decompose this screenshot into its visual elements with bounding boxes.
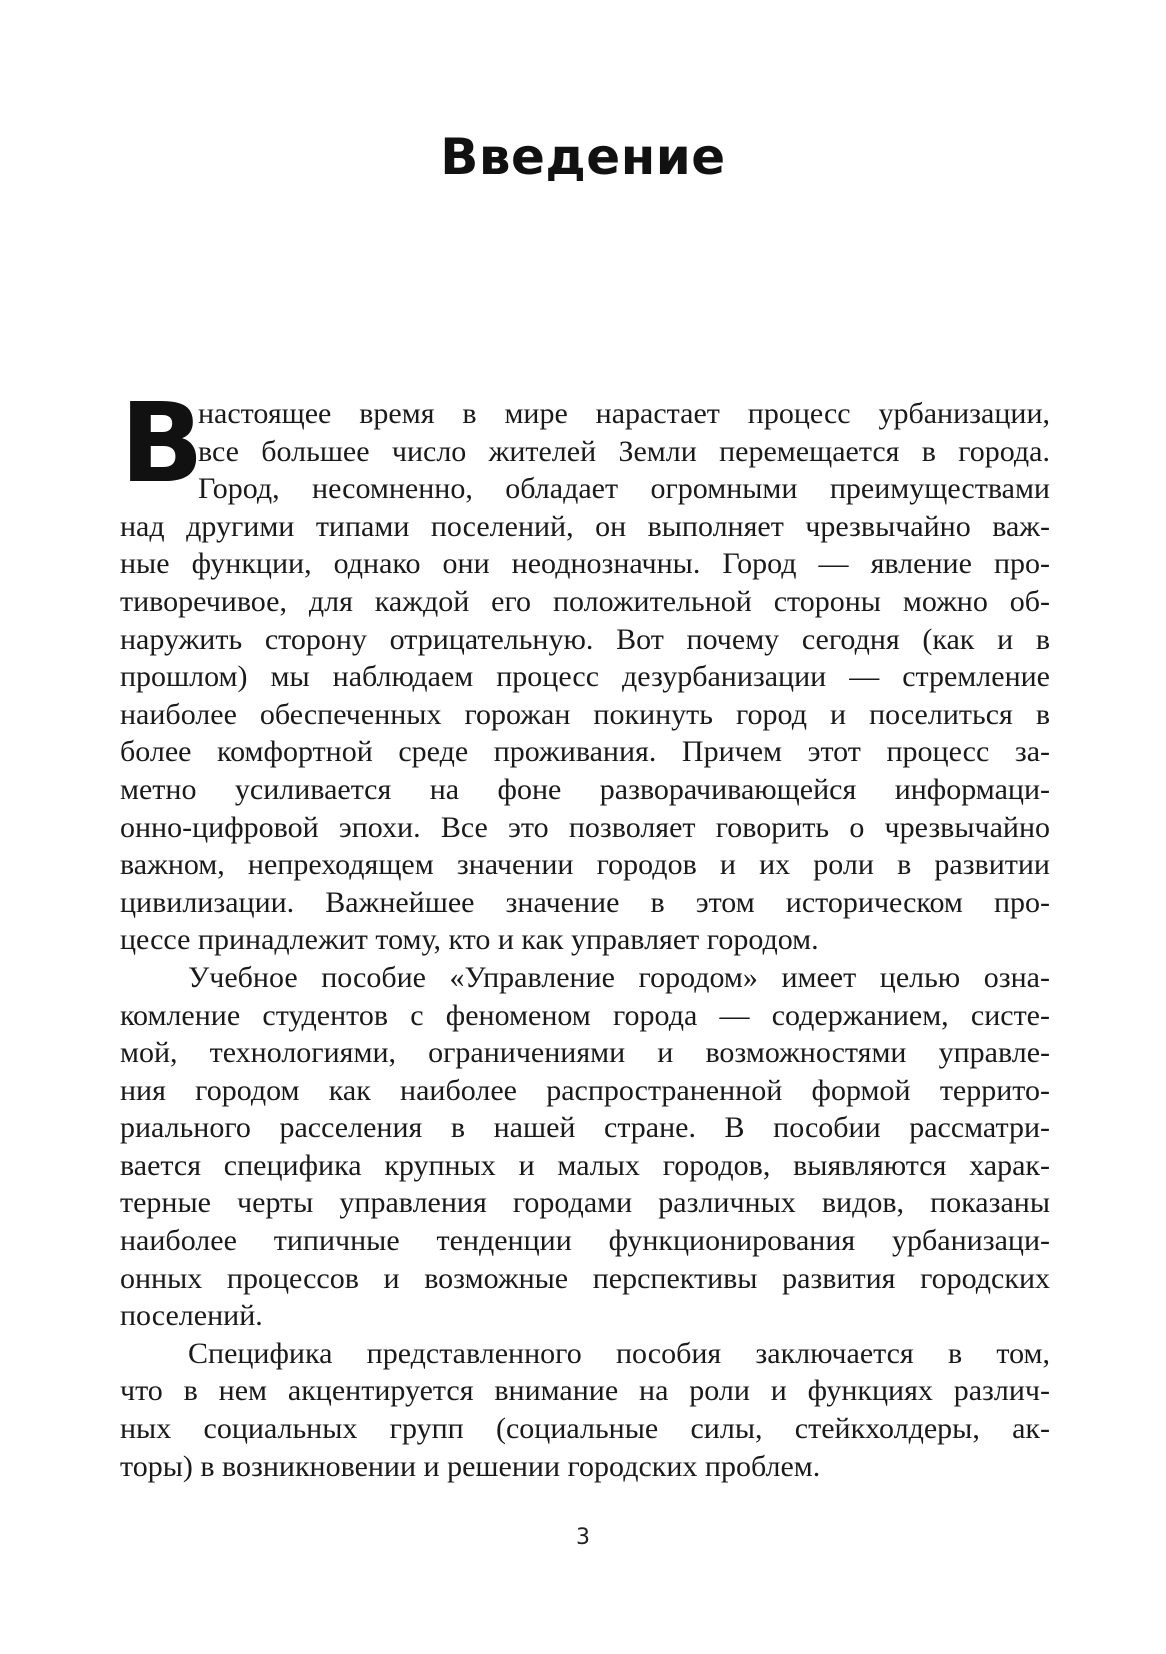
text-line: важном, непреходящем значении городов и их роли в развитии [120, 848, 1050, 882]
text-line: торы) в возникновении и решении городских проблем. [120, 1449, 821, 1483]
paragraph-2 [120, 959, 1050, 1335]
text-line: комление студентов с феноменом города — содержанием, систе- [120, 998, 1050, 1032]
text-line: мой, технологиями, ограничениями и возможностями управле- [120, 1036, 1050, 1070]
body-text [120, 395, 1050, 1485]
text-line: наиболее типичные тенденции функционирования урбанизаци- [120, 1224, 1050, 1258]
text-line: ных социальных групп (социальные силы, стейкхолдеры, ак- [120, 1412, 1050, 1446]
text-line: риального расселения в нашей стране. В пособии рассматри- [120, 1111, 1050, 1145]
text-line: цессе принадлежит тому, кто и как управляет городом. [120, 923, 819, 957]
text-line: цивилизации. Важнейшее значение в этом историческом про- [120, 885, 1050, 919]
text-line: что в нем акцентируется внимание на роли и функциях различ- [120, 1374, 1050, 1408]
text-line: Специфика представленного пособия заключается в том, [188, 1336, 1050, 1370]
text-line: вается специфика крупных и малых городов, выявляются харак- [120, 1148, 1050, 1182]
text-line: онных процессов и возможные перспективы развития городских [120, 1261, 1050, 1295]
text-line: наружить сторону отрицательную. Вот почему сегодня (как и в [120, 622, 1050, 656]
text-line: над другими типами поселений, он выполняет чрезвычайно важ- [120, 509, 1050, 543]
text-line: настоящее время в мире нарастает процесс урбанизации, [198, 397, 1050, 430]
paragraph-1 [120, 395, 1050, 959]
text-line: ные функции, однако они неоднозначны. Город — явление про- [120, 547, 1050, 581]
text-line: поселений. [120, 1299, 263, 1333]
text-line: ния городом как наиболее распространенной формой террито- [120, 1073, 1050, 1107]
page-number: 3 [576, 1525, 590, 1550]
text-line: наиболее обеспеченных горожан покинуть город и поселиться в [120, 697, 1050, 731]
text-line: прошлом) мы наблюдаем процесс дезурбанизации — стремление [120, 660, 1050, 694]
chapter-title: Введение [440, 128, 726, 186]
text-line: Город, несомненно, обладает огромными преимуществами [198, 472, 1050, 506]
text-line: более комфортной среде проживания. Причем этот процесс за- [120, 735, 1050, 769]
text-line: терные черты управления городами различных видов, показаны [120, 1186, 1050, 1220]
text-line: все большее число жителей Земли перемещается в города. [198, 434, 1050, 468]
paragraph-3 [120, 1335, 1050, 1485]
text-line: онно-цифровой эпохи. Все это позволяет говорить о чрезвычайно [120, 810, 1050, 844]
text-line: тиворечивое, для каждой его положительной стороны можно об- [120, 584, 1050, 618]
text-line: метно усиливается на фоне разворачивающейся информаци- [120, 772, 1050, 806]
text-line: Учебное пособие «Управление городом» имеет целью озна- [188, 960, 1050, 994]
drop-cap-letter: В [120, 379, 204, 507]
